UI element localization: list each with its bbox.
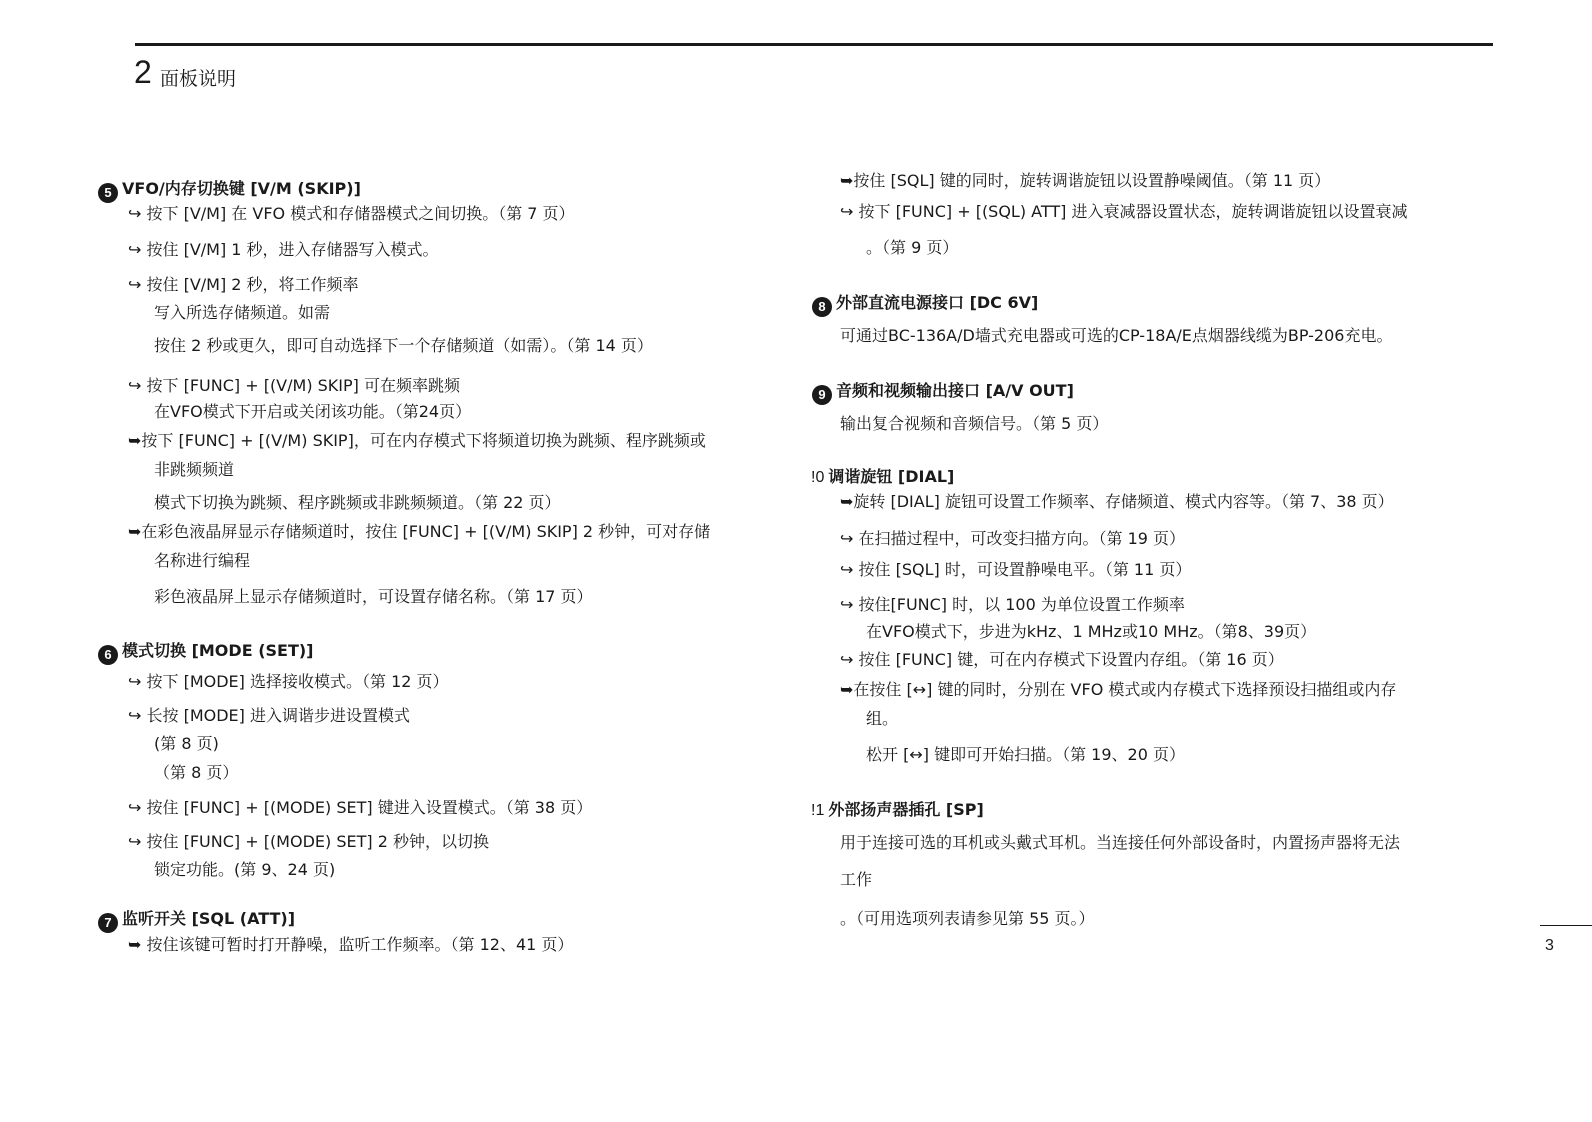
- section-heading-10: [811, 464, 954, 487]
- section-heading-5: [98, 176, 361, 203]
- text-line: 锁定功能。(第 9、24 页): [154, 860, 336, 879]
- text-line: 按住 2 秒或更久，即可自动选择下一个存储频道（如需）。（第 14 页）: [154, 336, 653, 355]
- section-heading-11: [811, 797, 984, 820]
- section-heading-8: [812, 290, 1038, 317]
- section-number-text: !1: [811, 802, 825, 819]
- text-line: 。（可用选项列表请参见第 55 页。）: [840, 909, 1095, 928]
- page-number: 3: [1545, 937, 1554, 954]
- text-line: ↪ 按住[FUNC] 时，以 100 为单位设置工作频率: [840, 595, 1185, 614]
- section-number-text: !0: [811, 469, 825, 486]
- text-line: 输出复合视频和音频信号。（第 5 页）: [840, 414, 1109, 433]
- text-line: ↪ 按下 [FUNC] + [(V/M) SKIP] 可在频率跳频: [128, 376, 460, 395]
- section-number-badge: 9: [812, 385, 832, 405]
- text-line: 写入所选存储频道。如需: [154, 303, 331, 322]
- text-line: ↪ 按下 [V/M] 在 VFO 模式和存储器模式之间切换。（第 7 页）: [128, 204, 575, 223]
- text-line: ↪ 长按 [MODE] 进入调谐步进设置模式: [128, 706, 410, 725]
- page-number-rule: [1540, 925, 1592, 926]
- text-line: ↪ 按住 [FUNC] + [(MODE) SET] 键进入设置模式。（第 38 页）: [128, 798, 593, 817]
- text-line: ↪ 按住 [V/M] 2 秒，将工作频率: [128, 275, 359, 294]
- text-line: 。（第 9 页）: [866, 238, 959, 257]
- section-heading-9: [812, 378, 1074, 405]
- section-title: 监听开关 [SQL (ATT)]: [122, 909, 296, 928]
- text-line: 非跳频频道: [154, 460, 235, 479]
- text-line: ↪ 按下 [MODE] 选择接收模式。（第 12 页）: [128, 672, 449, 691]
- section-number-badge: 7: [98, 913, 118, 933]
- text-line: ➥按住 [SQL] 键的同时，旋转调谐旋钮以设置静噪阈值。（第 11 页）: [840, 171, 1331, 190]
- section-title: 音频和视频输出接口 [A/V OUT]: [836, 381, 1074, 400]
- text-line: (第 8 页): [154, 734, 219, 753]
- text-line: 在VFO模式下，步进为kHz、1 MHz或10 MHz。（第8、39页）: [866, 622, 1317, 641]
- text-line: 名称进行编程: [154, 551, 251, 570]
- text-line: ➥在按住 [↔] 键的同时，分别在 VFO 模式或内存模式下选择预设扫描组或内存: [840, 680, 1397, 699]
- text-line: ➥ 按住该键可暂时打开静噪，监听工作频率。（第 12、41 页）: [128, 935, 574, 954]
- section-title: 外部直流电源接口 [DC 6V]: [836, 293, 1039, 312]
- text-line: 模式下切换为跳频、程序跳频或非跳频频道。（第 22 页）: [154, 493, 561, 512]
- text-line: ↪ 按住 [SQL] 时，可设置静噪电平。（第 11 页）: [840, 560, 1192, 579]
- text-line: 工作: [840, 870, 873, 889]
- text-line: 在VFO模式下开启或关闭该功能。（第24页）: [154, 402, 472, 421]
- section-number-badge: 6: [98, 645, 118, 665]
- section-number-badge: 5: [98, 183, 118, 203]
- text-line: ↪ 按住 [FUNC] + [(MODE) SET] 2 秒钟，以切换: [128, 832, 489, 851]
- text-line: 松开 [↔] 键即可开始扫描。（第 19、20 页）: [866, 745, 1185, 764]
- text-line: ↪ 按下 [FUNC] + [(SQL) ATT] 进入衰减器设置状态，旋转调谐旋钮以设置衰减: [840, 202, 1408, 221]
- section-title: 模式切换 [MODE (SET)]: [122, 641, 314, 660]
- text-line: （第 8 页）: [154, 763, 239, 782]
- text-line: ↪ 按住 [FUNC] 键，可在内存模式下设置内存组。（第 16 页）: [840, 650, 1284, 669]
- text-line: ↪ 在扫描过程中，可改变扫描方向。（第 19 页）: [840, 529, 1186, 548]
- section-number-badge: 8: [812, 297, 832, 317]
- text-line: ➥在彩色液晶屏显示存储频道时，按住 [FUNC] + [(V/M) SKIP] 2 秒钟，可对存储: [128, 522, 711, 541]
- section-title: 调谐旋钮 [DIAL]: [828, 467, 955, 486]
- text-line: 彩色液晶屏上显示存储频道时，可设置存储名称。（第 17 页）: [154, 587, 593, 606]
- chapter-number: 2: [134, 54, 152, 90]
- text-line: 用于连接可选的耳机或头戴式耳机。当连接任何外部设备时，内置扬声器将无法: [840, 833, 1401, 852]
- text-line: ➥按下 [FUNC] + [(V/M) SKIP]，可在内存模式下将频道切换为跳频、程序跳频或: [128, 431, 706, 450]
- text-line: 可通过BC-136A/D墙式充电器或可选的CP-18A/E点烟器线缆为BP-206充电。: [840, 326, 1393, 345]
- section-title: VFO/内存切换键 [V/M (SKIP)]: [122, 179, 361, 198]
- text-line: 组。: [866, 709, 899, 728]
- chapter-title: 面板说明: [160, 68, 237, 90]
- section-heading-6: [98, 638, 314, 665]
- text-line: ➥旋转 [DIAL] 旋钮可设置工作频率、存储频道、模式内容等。（第 7、38 页）: [840, 492, 1394, 511]
- section-title: 外部扬声器插孔 [SP]: [828, 800, 984, 819]
- section-heading-7: [98, 906, 295, 933]
- top-rule: [135, 43, 1493, 46]
- text-line: ↪ 按住 [V/M] 1 秒，进入存储器写入模式。: [128, 240, 439, 259]
